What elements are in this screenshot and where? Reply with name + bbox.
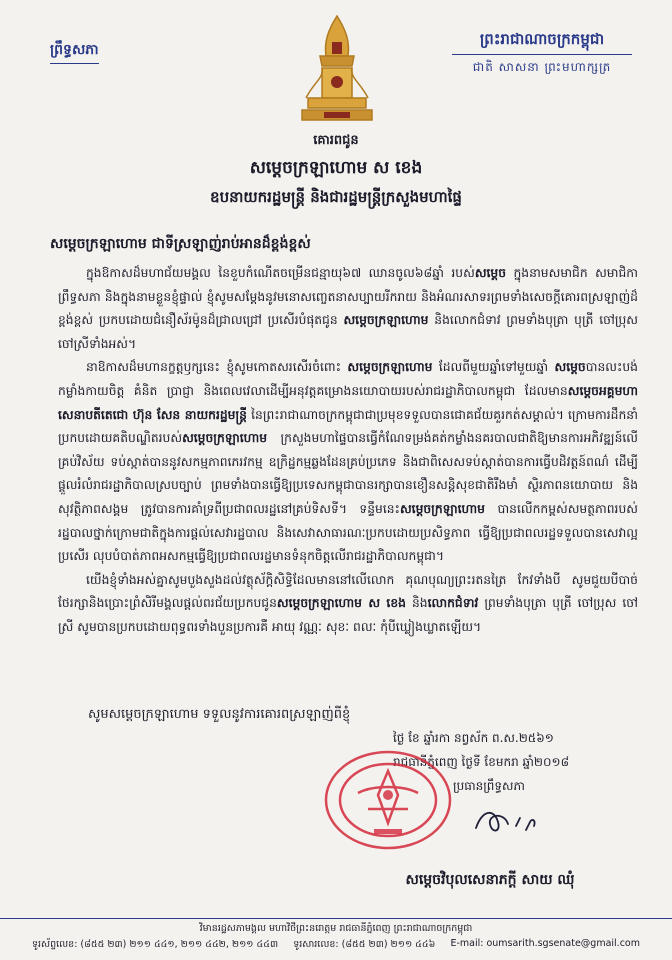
senate-label: ព្រឹទ្ធសភា [50,40,99,61]
lunar-date: ថ្ងៃ ខែ ឆ្នាំរកា នព្វស័ក ព.ស.២៥៦១ [393,731,554,745]
paragraph-text: បានលះបង់កម្លាំងកាយចិត្ត គំនិត ប្រាជ្ញា និងពេលវេលាដើម្បីអនុវត្តគម្រោងនយោបាយរបស់រាជរដ្ឋាភិបាលកម្ពុជា ដែលមាន [58,360,638,398]
paragraph-text: បានលើកកម្ពស់សមត្ថភាពរបស់រដ្ឋបាលថ្នាក់ក្រោមជាតិក្នុងការផ្តល់សេវារដ្ឋបាល និងសេវាសាធារណៈប្រកបដោយប្រសិទ្ធភាព ធ្វើឱ្យប្រជាពលរដ្ឋទទួលបានសេវាល្អប្រសើរ លុបបំបាត់ភាពអសកម្មធ្វើឱ្យប្រជាពលរដ្ឋមានទំនុកចិត្តលើរាជរដ្ឋាភិបាលកម្ពុជា។ [58,501,638,564]
emphasized-name: សម្តេចក្រឡាហោម [347,360,433,375]
paragraph-text: នាឱកាសដ៏មហានក្ខត្តឫក្សនេះ ខ្ញុំសូមកោតសរសើរចំពោះ [86,360,348,375]
paragraph-text: ក្រសួងមហាផ្ទៃបានធ្វើកំណែទម្រង់គត់កម្លាំងនគរបាលជាតិឱ្យមានការអភិវឌ្ឍន៍លើគ្រប់វិស័យ ទប់ស្កាត់បាននូវសកម្មភាពភេរវកម្ម ឧក្រិដ្ឋកម្មឆ្លងដែនគ្រប់ប្រភេទ និងជាពិសេសទប់ស្កាត់បានការធ្វើបដិវត្តន៍ពណ៌ ដើម្បីផ្តួលរំលំរាជរដ្ឋាភិបាលស្របច្បាប់ ព្រមទាំងបានធ្វើឱ្យប្រទេសកម្ពុជាបានរក្សាបានខឿនសន្តិសុខជាតិរឹងមាំ ស្ថិរភាពនយោបាយ និងសុវត្ថិភាពសង្គម ត្រូវបានការគាំទ្រពីប្រជាពលរដ្ឋនៅគ្រប់ទិសទី។ ទន្ទឹមនេះ [58,431,638,516]
footer-fax: ទូរសារលេខ: (៨៥៥ ២៣) ២១១ ៤៤៦ [293,939,436,950]
emphasized-name: សម្តេចក្រឡាហោម [343,313,429,328]
recipient-name: សម្តេចក្រឡាហោម ស ខេង [249,158,423,178]
signatory-name: សម្តេចវិបុលសេនាភក្តី សាយ ឈុំ [405,872,575,888]
handwritten-signature [468,800,588,840]
closing-line: សូមសម្តេចក្រឡាហោម ទទួលនូវការគោរពស្រឡាញ់ពីខ្ញុំ [88,707,351,722]
emphasized-name: សម្តេច [554,360,586,375]
footer-address: វិមានរដ្ឋសភាមង្គល មហាវិថីព្រះនរោត្តម រាជធានីភ្នំពេញ ព្រះរាជាណាចក្រកម្ពុជា [199,923,473,934]
place-date: រាជធានីភ្នំពេញ ថ្ងៃទី ខែមករា ឆ្នាំ២០១៨ [393,755,570,769]
paragraph-text: យើងខ្ញុំទាំងអស់គ្នាសូមបួងសួងដល់វត្ថុស័ក្តិសិទ្ធិដែលមាននៅលើលោក គុណបុណ្យព្រះរតនត្រៃ កែវទាំងបី សូមជួយបីបាច់ថែរក្សានិងប្រោះព្រំសិរីមង្គលផ្តល់ពរជ័យប្រកបជូន [58,572,638,611]
letterhead-footer [0,918,672,952]
greeting: គោរពជូន [313,133,359,148]
paragraph [58,262,638,356]
letter-body [58,262,638,640]
paragraph-text: និង [405,596,428,611]
emphasized-name: សម្តេចក្រឡាហោម ស ខេង [276,596,406,611]
paragraph [58,569,638,640]
official-seal [318,745,470,855]
paragraph-text: នៃព្រះរាជាណាចក្រកម្ពុជាជាប្រមុខទទួលបានជោគជ័យគួរកត់សម្គាល់។ ក្រោមការដឹកនាំប្រកបដោយគតិបណ្ឌិតរបស់ [58,407,638,446]
footer-phone: ទូរស័ព្ទលេខ: (៨៥៥ ២៣) ២១១ ៤៤១, ២១១ ៤៤២, ២១១ ៤៤៣ [32,939,279,950]
paragraph-text: ដែលពីមួយឆ្នាំទៅមួយឆ្នាំ [432,360,555,375]
national-motto: ជាតិ សាសនា ព្រះមហាក្សត្រ [472,60,612,74]
paragraph-text: ក្នុងនាមសមាជិក សមាជិកាព្រឹទ្ធសភា និងក្នុងនាមខ្លួនខ្ញុំផ្ទាល់ ខ្ញុំសូមសម្តែងនូវមនោសញ្ចេតនាសប្បាយរីករាយ និងអំណរសាទរព្រមទាំងសេចក្តីគោរពស្រឡាញ់ដ៏ខ្ពង់ខ្ពស់ ប្រកបដោយជំនឿស័រម៉ូនដ៏ជ្រាលជ្រៅ ប្រសើរបំផុតជូន [58,266,638,328]
emphasized-name: សម្តេចអគ្គមហាសេនាបតីតេជោ ហ៊ុន សែន នាយករដ្ឋមន្ត្រី [58,383,638,422]
emphasized-name: សម្តេច [474,266,507,280]
emphasized-name: សម្តេចក្រឡាហោម [399,501,485,516]
recipient-title: ឧបនាយករដ្ឋមន្ត្រី និងជារដ្ឋមន្ត្រីក្រសួងមហាផ្ទៃ [210,188,462,206]
emphasized-name: សម្តេចក្រឡាហោម [182,431,268,446]
paragraph-text: ព្រមទាំងបុត្រា បុត្រី ចៅប្រុស ចៅស្រី សូមបានប្រកបដោយពុទ្ធពរទាំងបួនប្រការគឺ អាយុ វណ្ណៈ សុខៈ ពលៈ កុំបីឃ្លៀងឃ្លាតឡើយ។ [58,596,638,634]
salutation: សម្តេចក្រឡាហោម ជាទីស្រឡាញ់រាប់អានដ៏ខ្ពង់ខ្ពស់ [50,236,311,252]
paragraph-text: និងលោកជំទាវ ព្រមទាំងបុត្រា បុត្រី ចៅប្រុស ចៅស្រីទាំងអស់។ [58,313,638,351]
footer-email: E-mail: oumsarith.sgsenate@gmail.com [450,938,640,949]
signatory-role: ប្រធានព្រឹទ្ធសភា [453,779,525,793]
kingdom-header [452,30,632,77]
paragraph-text: ក្នុងឱកាសដ៏មហាជ័យមង្គល នៃខួបកំណើតចម្រើនជន្មាយុ៦៧ ឈានចូល៦៨ឆ្នាំ របស់ [86,266,475,280]
kingdom-title: ព្រះរាជាណាចក្រកម្ពុជា [452,30,632,55]
footer-contacts [32,938,640,952]
recipient-block [0,132,672,210]
emphasized-name: លោកជំទាវ [427,596,479,611]
senate-emblem [294,12,380,130]
paragraph [58,356,638,568]
